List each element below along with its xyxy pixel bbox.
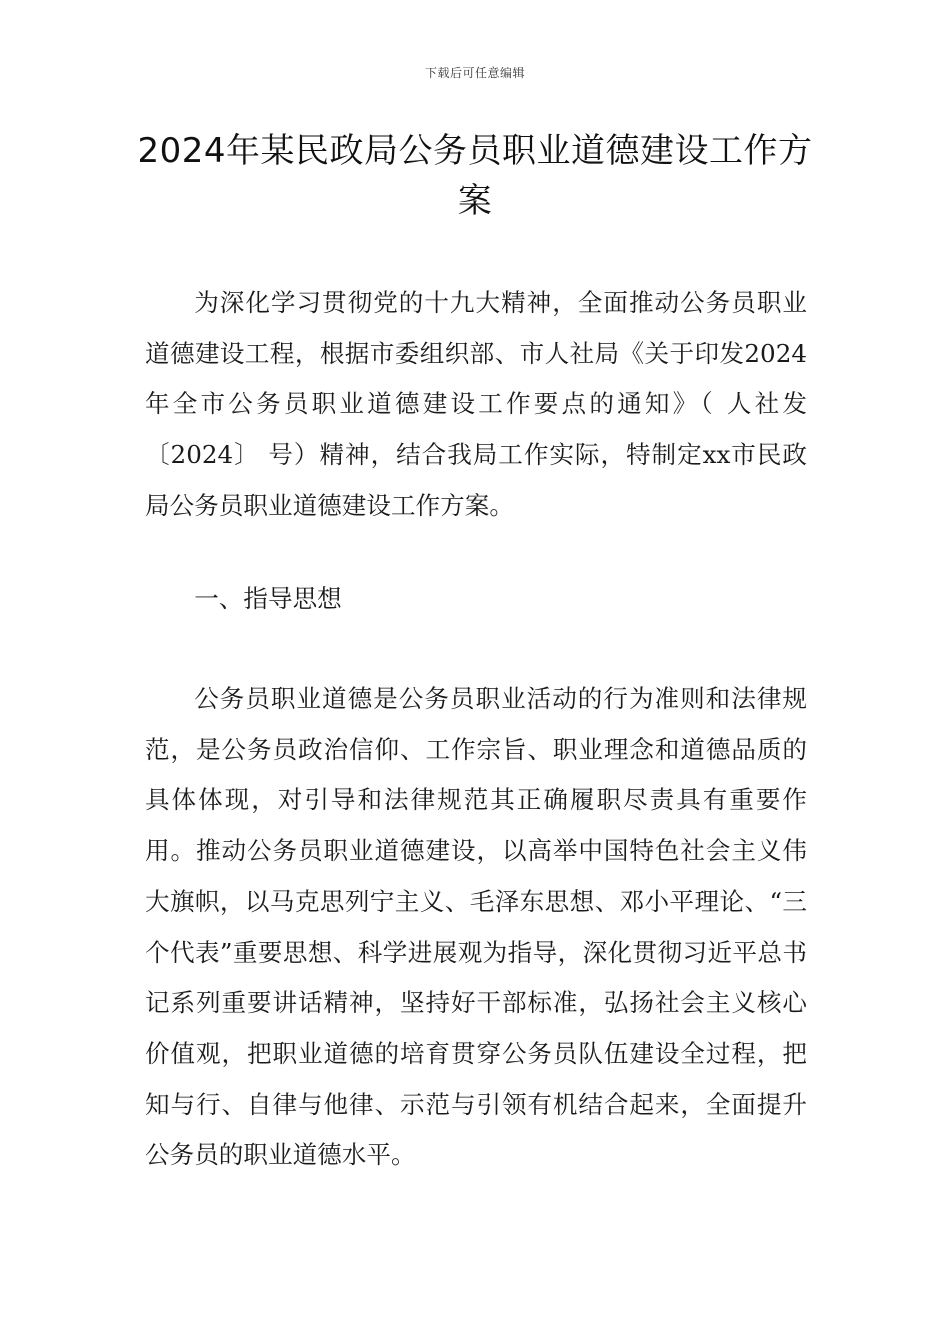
page-header-note: 下载后可任意编辑 bbox=[424, 66, 525, 80]
intro-paragraph-block bbox=[145, 278, 807, 532]
document-title: 2024年某民政局公务员职业道德建设工作方案 bbox=[137, 131, 813, 221]
section-heading: 一、指导思想 bbox=[194, 584, 342, 613]
section-paragraph: 公务员职业道德是公务员职业活动的行为准则和法律规范，是公务员政治信仰、工作宗旨、职业理念和道德品质的具体体现，对引导和法律规范其正确履职尽责具有重要作用。推动公务员职业道德建设，以高举中国特色社会主义伟大旗帜，以马克思列宁主义、毛泽东思想、邓小平理论、“三个代表”重要思想、科学进展观为指导，深化贯彻习近平总书记系列重要讲话精神，坚持好干部标准，弘扬社会主义核心价值观，把职业道德的培育贯穿公务员队伍建设全过程，把知与行、自律与他律、示范与引领有机结合起来，全面提升公务员的职业道德水平。 bbox=[145, 684, 807, 1170]
section-heading-block bbox=[145, 574, 807, 625]
intro-paragraph: 为深化学习贯彻党的十九大精神，全面推动公务员职业道德建设工程，根据市委组织部、市人社局《关于印发2024年全市公务员职业道德建设工作要点的通知》（ 人社发〔2024〕 号）精神，结合我局工作实际，特制定xx市民政局公务员职业道德建设工作方案。 bbox=[145, 288, 807, 520]
section-paragraph-block bbox=[145, 674, 807, 1181]
